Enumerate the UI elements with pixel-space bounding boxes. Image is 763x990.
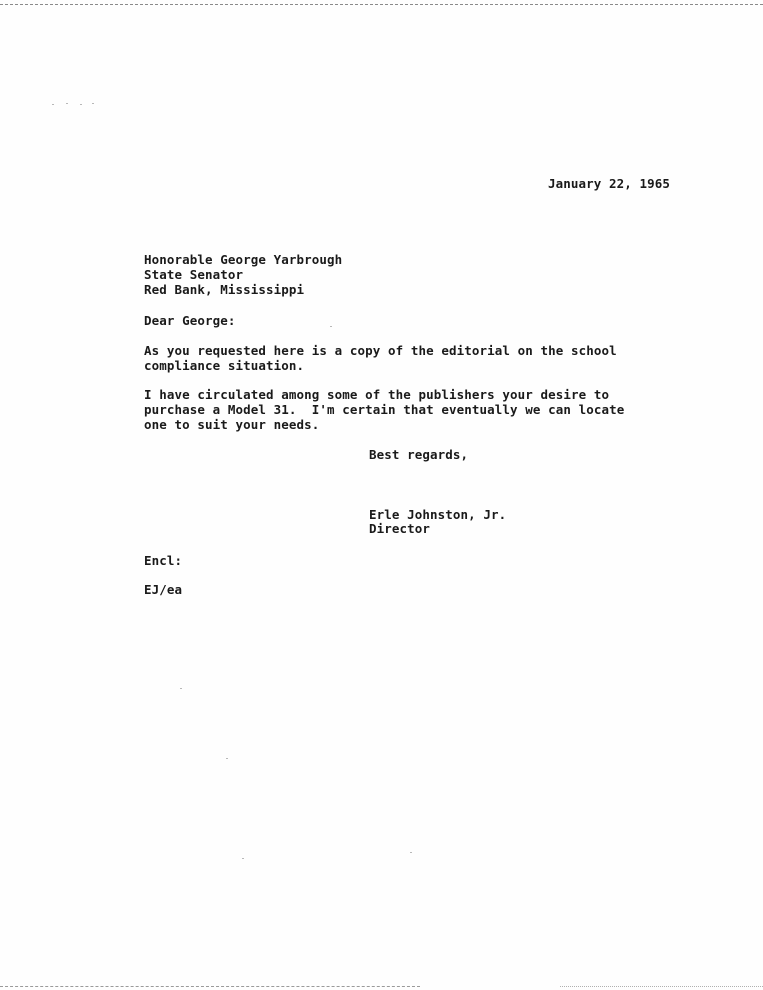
scan-speck	[180, 688, 182, 689]
signer-name: Erle Johnston, Jr.	[369, 507, 507, 522]
scan-speck	[80, 104, 82, 105]
scan-speck	[330, 326, 332, 327]
paragraph-1-line-1: As you requested here is a copy of the editorial on the school	[144, 343, 617, 358]
scan-speck	[226, 758, 228, 759]
scan-speck	[410, 852, 412, 853]
paragraph-2-line-2: purchase a Model 31. I'm certain that eventually we can locate	[144, 402, 625, 417]
scan-speck	[66, 103, 68, 104]
paragraph-2-line-1: I have circulated among some of the publishers your desire to	[144, 387, 610, 402]
reference-initials: EJ/ea	[144, 582, 183, 597]
signer-title: Director	[369, 521, 431, 536]
top-edge-rule	[0, 4, 763, 5]
salutation: Dear George:	[144, 313, 236, 328]
paragraph-1-line-2: compliance situation.	[144, 358, 305, 373]
scan-speck	[52, 104, 54, 105]
bottom-edge-rule	[0, 986, 420, 987]
bottom-edge-rule-right	[560, 986, 763, 987]
closing: Best regards,	[369, 447, 469, 462]
enclosure-note: Encl:	[144, 553, 183, 568]
recipient-title: State Senator	[144, 267, 244, 282]
scan-speck	[242, 858, 244, 859]
paragraph-2-line-3: one to suit your needs.	[144, 417, 320, 432]
letter-date: January 22, 1965	[548, 176, 671, 191]
recipient-location: Red Bank, Mississippi	[144, 282, 305, 297]
recipient-name: Honorable George Yarbrough	[144, 252, 343, 267]
scan-speck	[92, 103, 94, 104]
